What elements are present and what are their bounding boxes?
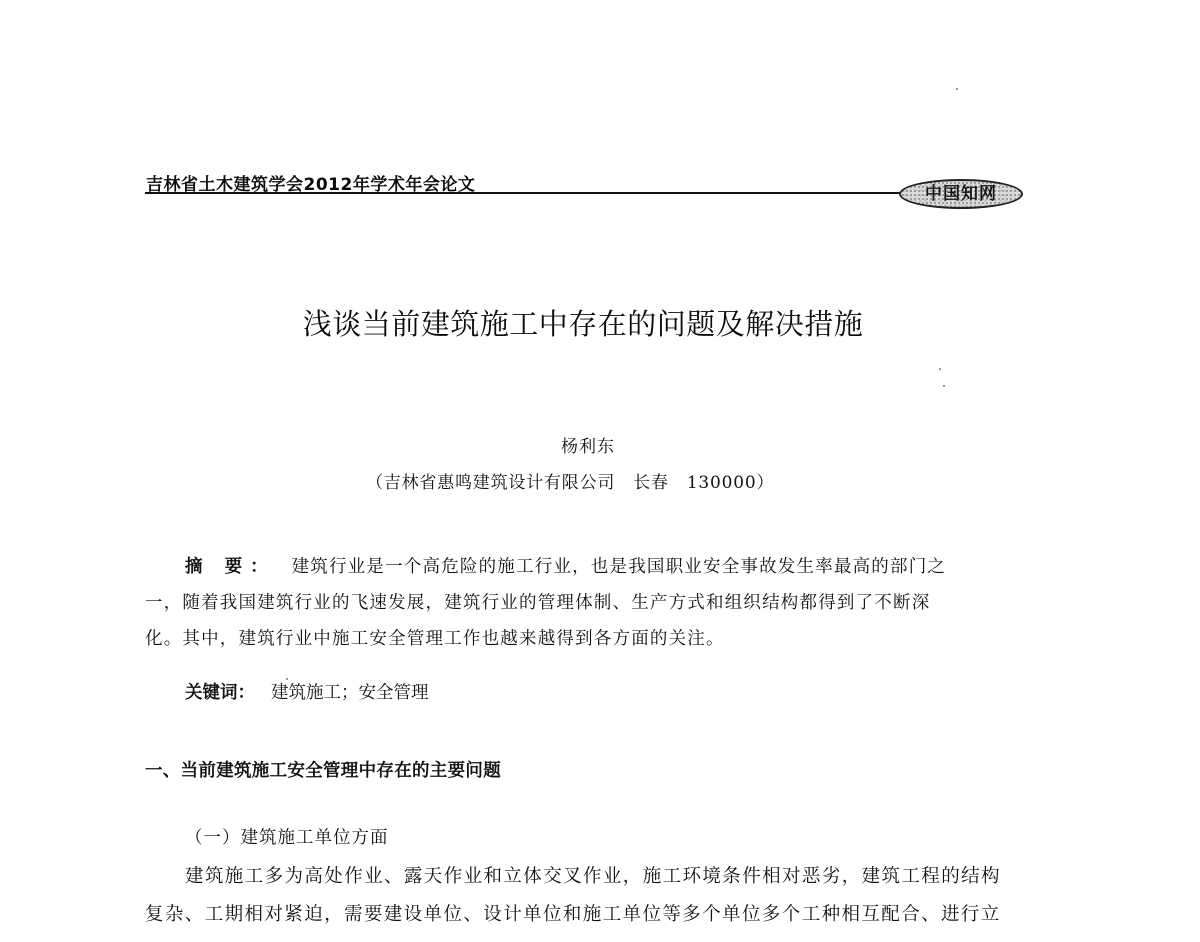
scan-speck bbox=[943, 385, 945, 387]
abstract bbox=[145, 549, 1035, 657]
affiliation-city: 长春 bbox=[633, 473, 669, 493]
scan-speck bbox=[939, 368, 941, 370]
keywords-text: 建筑施工；安全管理 bbox=[271, 683, 429, 703]
section-heading: 一、当前建筑施工安全管理中存在的主要问题 bbox=[145, 761, 501, 781]
abstract-line: 一，随着我国建筑行业的飞速发展，建筑行业的管理体制、生产方式和组织结构都得到了不断深 bbox=[145, 593, 931, 613]
author-affiliation bbox=[366, 468, 774, 493]
body-paragraph bbox=[145, 858, 1045, 934]
keywords-label: 关键词： bbox=[185, 683, 255, 703]
keywords bbox=[185, 679, 429, 704]
abstract-label: 摘 要： bbox=[185, 557, 276, 577]
journal-header: 吉林省土木建筑学会2012年学术年会论文 bbox=[146, 175, 476, 195]
affiliation-org: （吉林省惠鸣建筑设计有限公司 bbox=[366, 473, 616, 493]
author-name: 杨利东 bbox=[561, 437, 615, 457]
body-line: 建筑施工多为高处作业、露天作业和立体交叉作业，施工环境条件相对恶劣，建筑工程的结构 bbox=[185, 866, 1001, 887]
affiliation-postcode: 130000） bbox=[686, 473, 775, 493]
abstract-text: 建筑行业是一个高危险的施工行业，也是我国职业安全事故发生率最高的部门之 bbox=[291, 557, 947, 577]
body-line: 复杂、工期相对紧迫，需要建设单位、设计单位和施工单位等多个单位多个工种相互配合、进行立 bbox=[145, 904, 1001, 925]
abstract-line bbox=[145, 549, 1035, 585]
paper-title: 浅谈当前建筑施工中存在的问题及解决措施 bbox=[302, 307, 864, 341]
header-rule bbox=[145, 192, 915, 194]
cnki-logo bbox=[899, 179, 1023, 209]
abstract-line: 化。其中，建筑行业中施工安全管理工作也越来越得到各方面的关注。 bbox=[145, 629, 725, 649]
scan-speck bbox=[956, 88, 958, 90]
cnki-logo-text: 中国知网 bbox=[925, 184, 997, 204]
subsection-heading: （一）建筑施工单位方面 bbox=[185, 828, 389, 848]
